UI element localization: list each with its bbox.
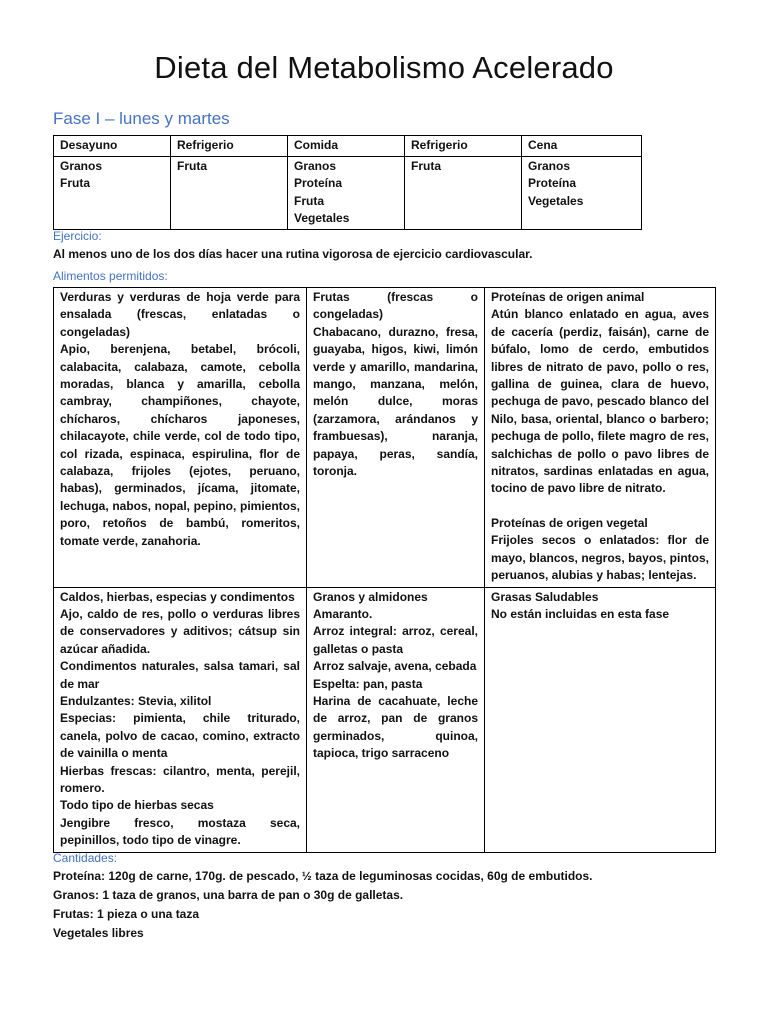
- spacer: [491, 498, 709, 515]
- quantity-line: Frutas: 1 pieza o una taza: [53, 907, 200, 921]
- document-title: Dieta del Metabolismo Acelerado: [154, 50, 614, 85]
- foods-row: [54, 587, 716, 852]
- schedule-header-row: [54, 136, 642, 157]
- grains-item: Amaranto.: [313, 606, 373, 621]
- broths-item: Jengibre fresco, mostaza seca, pepinillos, todo tipo de vinagre.: [60, 815, 300, 848]
- broths-heading: Caldos, hierbas, especias y condimentos: [60, 589, 295, 604]
- animal-protein-heading: Proteínas de origen animal: [491, 290, 645, 304]
- schedule-item: Proteína: [528, 176, 577, 190]
- exercise-text: Al menos uno de los dos días hacer una rutina vigorosa de ejercicio cardiovascular.: [53, 247, 533, 261]
- schedule-header-cell: Comida: [288, 136, 405, 157]
- grains-heading: Granos y almidones: [313, 589, 428, 604]
- schedule-body-row: [54, 156, 642, 229]
- fruits-cell: [307, 288, 485, 588]
- vegetable-protein-heading: Proteínas de origen vegetal: [491, 515, 648, 530]
- grains-item: Harina de cacahuate, leche de arroz, pan de granos germinados, quinoa, tapioca, trigo sarraceno: [313, 693, 478, 761]
- schedule-cell-refrigerio-1: [171, 156, 288, 229]
- vegetables-heading: Verduras y verduras de hoja verde para ensalada (frescas, enlatadas o congeladas): [60, 290, 300, 339]
- schedule-cell-desayuno: [54, 156, 171, 229]
- grains-item: Arroz integral: arroz, cereal, galletas o pasta: [313, 624, 478, 656]
- schedule-item: Vegetales: [294, 211, 350, 225]
- schedule-item: Fruta: [294, 193, 324, 208]
- fruits-text: Chabacano, durazno, fresa, guayaba, higos, kiwi, limón verde y amarillo, mandarina, mango, manzana, melón, melón dulce, moras (zarzamora, arándanos y frambuesas), naranja, papaya, peras, sandía, toronja.: [313, 324, 478, 479]
- fruits-heading: Frutas (frescas o congeladas): [313, 290, 478, 322]
- fats-text: No están incluidas en esta fase: [491, 606, 670, 621]
- broths-item: Ajo, caldo de res, pollo o verduras libres de conservadores y aditivos; cátsup sin azúcar añadida.: [60, 606, 300, 656]
- meal-schedule-table: [53, 135, 642, 230]
- schedule-header-cell: Refrigerio: [405, 136, 522, 157]
- schedule-item: Granos: [294, 158, 337, 173]
- grains-cell: [307, 587, 485, 852]
- schedule-cell-comida: [288, 156, 405, 229]
- quantity-line: Granos: 1 taza de granos, una barra de pan o 30g de galletas.: [53, 888, 404, 902]
- schedule-cell-cena: [522, 156, 642, 229]
- quantities-label: Cantidades:: [53, 851, 118, 865]
- broths-item: Todo tipo de hierbas secas: [60, 798, 214, 813]
- allowed-foods-table: [53, 287, 716, 853]
- schedule-item: Granos: [60, 158, 103, 173]
- phase-title: Fase I – lunes y martes: [53, 109, 230, 128]
- foods-label: Alimentos permitidos:: [53, 269, 168, 283]
- schedule-header-cell: Refrigerio: [171, 136, 288, 157]
- exercise-label: Ejercicio:: [53, 229, 102, 243]
- schedule-item: Granos: [528, 158, 571, 173]
- schedule-item: Vegetales: [528, 193, 584, 208]
- proteins-cell: [485, 288, 716, 588]
- schedule-item: Proteína: [294, 176, 343, 190]
- animal-protein-text: Atún blanco enlatado en agua, aves de cacería (perdiz, faisán), carne de búfalo, lomo de cerdo, embutidos libres de nitrato de pavo, pollo o res, gallina de guinea, clara de huevo, pechuga de pavo, pescado blanco del Nilo, basa, oriental, blanco o barbero; pechuga de pollo, filete magro de res, salchichas de pollo o pavo libres de nitratos, sardinas enlatadas en agua, tocino de pavo libre de nitrato.: [491, 307, 709, 496]
- broths-item: Hierbas frescas: cilantro, menta, perejil, romero.: [60, 763, 300, 795]
- grains-item: Arroz salvaje, avena, cebada: [313, 659, 477, 674]
- vegetables-text: Apio, berenjena, betabel, brócoli, calabacita, calabaza, camote, cebolla moradas, blanca y amarilla, cebolla cambray, champiñones, chayote, chícharos, chícharos japoneses, chilacayote, chile verde, col de todo tipo, col rizada, espinaca, espirulina, flor de calabaza, frijoles (ejotes, peruano, habas), germinados, jícama, jitomate, lechuga, nabos, nopal, pepino, pimientos, poro, retoños de bambú, romeritos, tomate verde, zanahoria.: [60, 342, 300, 548]
- schedule-cell-refrigerio-2: [405, 156, 522, 229]
- vegetable-protein-text: Frijoles secos o enlatados: flor de mayo, blancos, negros, bayos, pintos, peruanos, alubias y habas; lentejas.: [491, 533, 709, 583]
- broths-item: Especias: pimienta, chile triturado, canela, polvo de cacao, comino, extracto de vainilla o menta: [60, 711, 300, 761]
- fats-cell: [485, 587, 716, 852]
- broths-cell: [54, 587, 307, 852]
- schedule-item: Fruta: [60, 176, 90, 190]
- grains-item: Espelta: pan, pasta: [313, 676, 423, 691]
- foods-row: [54, 288, 716, 588]
- broths-item: Endulzantes: Stevia, xilitol: [60, 693, 212, 708]
- schedule-header-cell: Desayuno: [54, 136, 171, 157]
- schedule-item: Fruta: [177, 158, 207, 173]
- quantity-line: Proteína: 120g de carne, 170g. de pescado, ½ taza de leguminosas cocidas, 60g de embutidos.: [53, 869, 593, 883]
- schedule-header-cell: Cena: [522, 136, 642, 157]
- fats-heading: Grasas Saludables: [491, 589, 599, 604]
- broths-item: Condimentos naturales, salsa tamari, sal de mar: [60, 659, 300, 691]
- vegetables-cell: [54, 288, 307, 588]
- quantity-line: Vegetales libres: [53, 926, 144, 940]
- schedule-item: Fruta: [411, 158, 441, 173]
